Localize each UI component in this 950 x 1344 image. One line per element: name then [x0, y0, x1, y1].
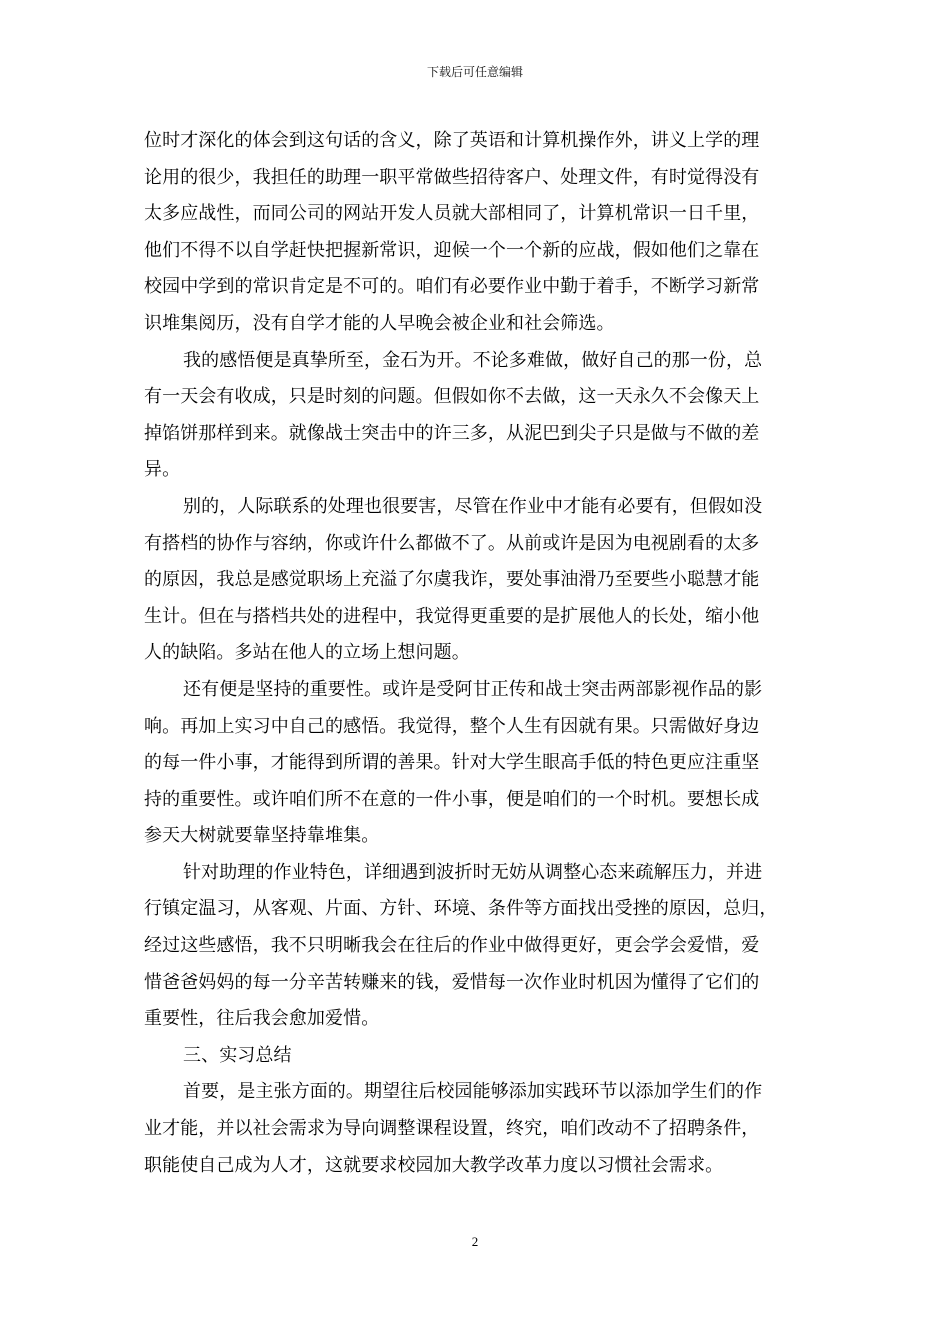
page-header: 下载后可任意编辑 [426, 65, 523, 79]
paragraph [144, 672, 812, 855]
text-line: 惜爸爸妈妈的每一分辛苦转赚来的钱，爱惜每一次作业时机因为懂得了它们的 [144, 971, 760, 993]
text-line: 首要，是主张方面的。期望往后校园能够添加实践环节以添加学生们的作 [183, 1081, 763, 1103]
text-line: 生计。但在与搭档共处的进程中，我觉得更重要的是扩展他人的长处，缩小他 [144, 605, 760, 627]
text-line: 的原因，我总是感觉职场上充溢了尔虞我诈，要处事油滑乃至要些小聪慧才能 [144, 569, 760, 591]
text-line: 三、实习总结 [183, 1044, 292, 1066]
text-line: 位时才深化的体会到这句话的含义，除了英语和计算机操作外，讲义上学的理 [144, 130, 760, 151]
paragraph [144, 855, 812, 1038]
text-line: 他们不得不以自学赶快把握新常识，迎候一个一个新的应战，假如他们之靠在 [144, 239, 760, 261]
text-line: 掉馅饼那样到来。就像战士突击中的许三多，从泥巴到尖子只是做与不做的差 [144, 422, 760, 444]
text-line: 职能使自己成为人才，这就要求校园加大教学改革力度以习惯社会需求。 [144, 1154, 724, 1176]
text-line: 太多应战性，而同公司的网站开发人员就大部相同了，计算机常识一日千里， [144, 203, 760, 225]
text-line: 我的感悟便是真挚所至，金石为开。不论多难做，做好自己的那一份，总 [183, 349, 763, 371]
text-line: 针对助理的作业特色，详细遇到波折时无妨从调整心态来疏解压力，并进 [183, 861, 763, 883]
text-line: 有搭档的协作与容纳，你或许什么都做不了。从前或许是因为电视剧看的太多 [144, 532, 760, 554]
text-line: 人的缺陷。多站在他人的立场上想问题。 [144, 642, 470, 664]
text-line: 经过这些感悟，我不只明晰我会在往后的作业中做得更好，更会学会爱惜，爱 [144, 935, 760, 957]
paragraph [144, 343, 812, 489]
page-number: 2 [471, 1234, 479, 1249]
paragraph [144, 1038, 812, 1075]
text-line: 的每一件小事，才能得到所谓的善果。针对大学生眼高手低的特色更应注重坚 [144, 752, 760, 774]
text-line: 有一天会有收成，只是时刻的问题。但假如你不去做，这一天永久不会像天上 [144, 386, 760, 408]
text-line: 还有便是坚持的重要性。或许是受阿甘正传和战士突击两部影视作品的影 [183, 678, 763, 700]
text-line: 别的，人际联系的处理也很要害，尽管在作业中才能有必要有，但假如没 [183, 495, 763, 517]
text-line: 参天大树就要靠坚持靠堆集。 [144, 825, 380, 847]
paragraph [144, 1074, 812, 1184]
paragraph [144, 123, 812, 343]
text-line: 论用的很少，我担任的助理一职平常做些招待客户、处理文件，有时觉得没有 [144, 166, 760, 188]
paragraph [144, 489, 812, 672]
text-line: 校园中学到的常识肯定是不可的。咱们有必要作业中勤于着手，不断学习新常 [144, 276, 760, 298]
document-body [144, 123, 812, 1184]
text-line: 异。 [144, 459, 181, 481]
text-line: 响。再加上实习中自己的感悟。我觉得，整个人生有因就有果。只需做好身边 [144, 715, 760, 737]
text-line: 识堆集阅历，没有自学才能的人早晚会被企业和社会筛选。 [144, 312, 615, 334]
text-line: 行镇定温习，从客观、片面、方针、环境、条件等方面找出受挫的原因，总归， [144, 898, 778, 920]
text-line: 重要性，往后我会愈加爱惜。 [144, 1008, 380, 1030]
text-line: 业才能，并以社会需求为导向调整课程设置，终究，咱们改动不了招聘条件， [144, 1118, 760, 1140]
text-line: 持的重要性。或许咱们所不在意的一件小事，便是咱们的一个时机。要想长成 [144, 788, 760, 810]
